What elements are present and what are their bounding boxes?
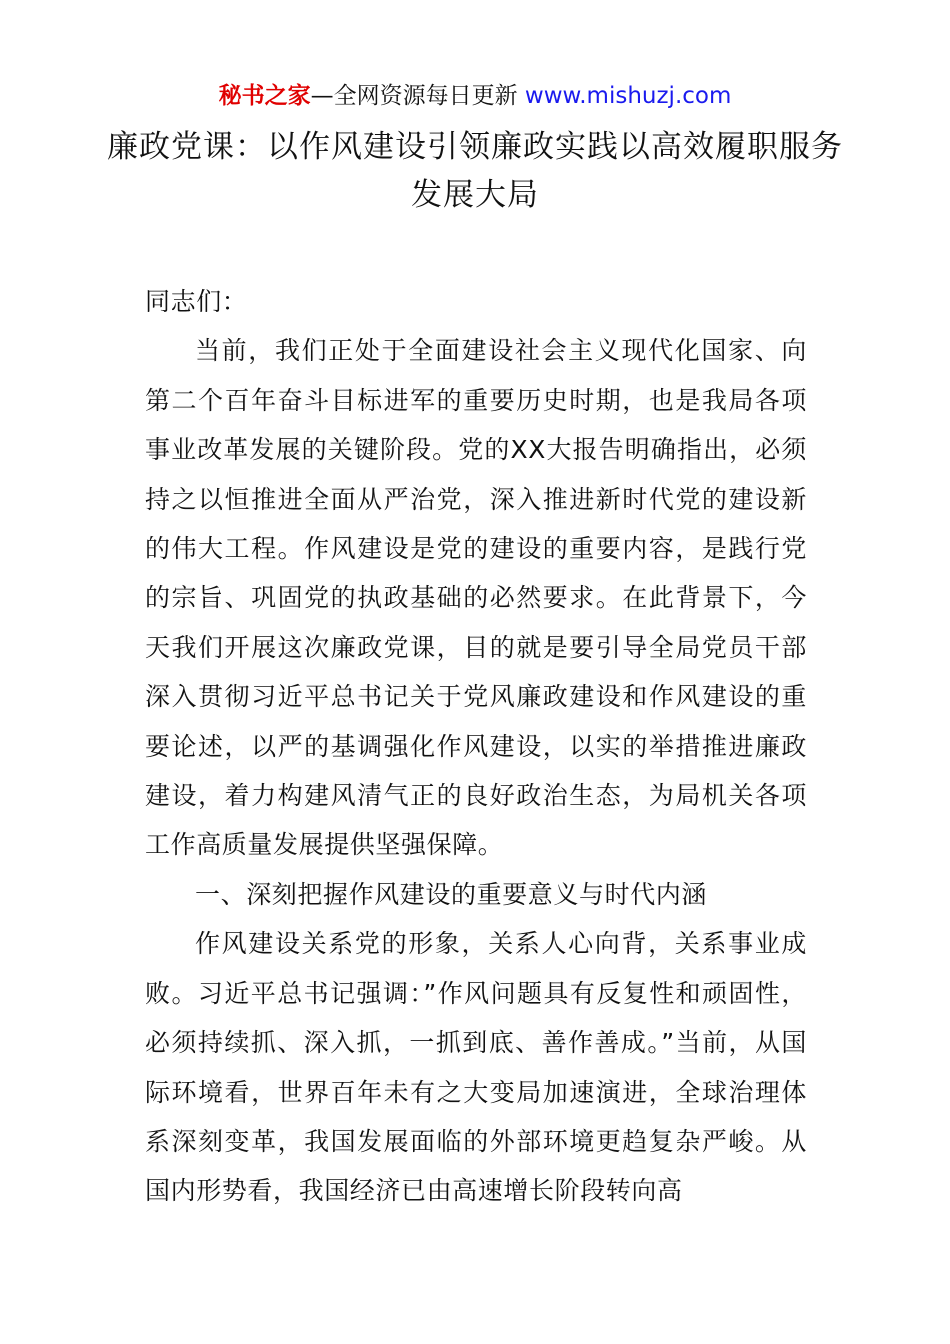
- site-tagline: —全网资源每日更新: [310, 83, 518, 109]
- section-heading: 一、深刻把握作风建设的重要意义与时代内涵: [195, 879, 708, 909]
- site-brand[interactable]: 秘书之家: [218, 83, 311, 109]
- salutation: 同志们：: [145, 287, 248, 316]
- site-url-link[interactable]: www.mishuzj.com: [524, 83, 732, 109]
- body-paragraph: 作风建设关系党的形象，关系人心向背，关系事业成败。习近平总书记强调：”作风问题具有反复性和顽固性，必须持续抓、深入抓，一抓到底、善作善成。”当前，从国际环境看，世界百年未有之大变局加速演进，全球治理体系深刻变革，我国发展面临的外部环境更趋复杂严峻。从国内形势看，我国经济已由高速增长阶段转向高: [145, 929, 807, 1206]
- document-body: [145, 277, 807, 1216]
- body-paragraph: 当前，我们正处于全面建设社会主义现代化国家、向第二个百年奋斗目标进军的重要历史时期，也是我局各项事业改革发展的关键阶段。党的XX大报告明确指出，必须持之以恒推进全面从严治党，深入推进新时代党的建设新的伟大工程。作风建设是党的建设的重要内容，是践行党的宗旨、巩固党的执政基础的必然要求。在此背景下，今天我们开展这次廉政党课，目的就是要引导全局党员干部深入贯彻习近平总书记关于党风廉政建设和作风建设的重要论述，以严的基调强化作风建设，以实的举措推进廉政建设，着力构建风清气正的良好政治生态，为局机关各项工作高质量发展提供坚强保障。: [145, 336, 807, 860]
- site-header: [0, 80, 950, 112]
- document-title: 廉政党课：以作风建设引领廉政实践以高效履职服务发展大局: [107, 129, 843, 213]
